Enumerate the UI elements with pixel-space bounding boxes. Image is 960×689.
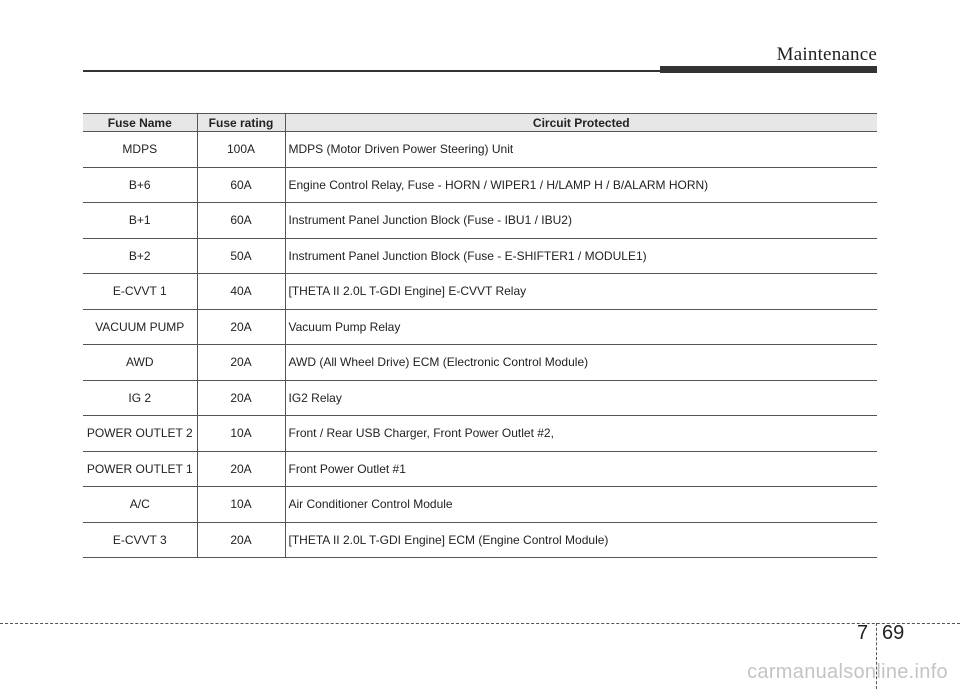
circuit-protected-cell: Air Conditioner Control Module bbox=[285, 487, 877, 523]
fuse-name-cell: A/C bbox=[83, 487, 197, 523]
table-row bbox=[83, 416, 877, 452]
fuse-name-cell: B+2 bbox=[83, 238, 197, 274]
circuit-protected-cell: Instrument Panel Junction Block (Fuse - E-SHIFTER1 / MODULE1) bbox=[285, 238, 877, 274]
fuse-name-cell: VACUUM PUMP bbox=[83, 309, 197, 345]
circuit-protected-cell: MDPS (Motor Driven Power Steering) Unit bbox=[285, 132, 877, 168]
fuse-name-cell: B+1 bbox=[83, 203, 197, 239]
header-rule-thick bbox=[660, 66, 877, 73]
table-header-row bbox=[83, 114, 877, 132]
fuse-rating-cell: 60A bbox=[197, 167, 285, 203]
fuse-table bbox=[83, 113, 877, 558]
watermark-text: carmanualsonline.info bbox=[747, 661, 948, 683]
fuse-rating-cell: 20A bbox=[197, 451, 285, 487]
header-rule-thin bbox=[83, 70, 663, 72]
table-row bbox=[83, 274, 877, 310]
table-row bbox=[83, 451, 877, 487]
chapter-number: 7 bbox=[857, 622, 869, 644]
table-row bbox=[83, 345, 877, 381]
column-header-circuit-protected: Circuit Protected bbox=[285, 114, 877, 132]
fuse-name-cell: B+6 bbox=[83, 167, 197, 203]
circuit-protected-cell: Vacuum Pump Relay bbox=[285, 309, 877, 345]
table-row bbox=[83, 203, 877, 239]
circuit-protected-cell: [THETA II 2.0L T-GDI Engine] E-CVVT Relay bbox=[285, 274, 877, 310]
fuse-rating-cell: 100A bbox=[197, 132, 285, 168]
fuse-name-cell: E-CVVT 1 bbox=[83, 274, 197, 310]
table-row bbox=[83, 238, 877, 274]
circuit-protected-cell: Front Power Outlet #1 bbox=[285, 451, 877, 487]
table-row bbox=[83, 132, 877, 168]
circuit-protected-cell: AWD (All Wheel Drive) ECM (Electronic Control Module) bbox=[285, 345, 877, 381]
page-section-title: Maintenance bbox=[776, 44, 877, 65]
fuse-name-cell: E-CVVT 3 bbox=[83, 522, 197, 558]
fuse-rating-cell: 50A bbox=[197, 238, 285, 274]
fuse-rating-cell: 10A bbox=[197, 416, 285, 452]
fuse-rating-cell: 60A bbox=[197, 203, 285, 239]
circuit-protected-cell: [THETA II 2.0L T-GDI Engine] ECM (Engine Control Module) bbox=[285, 522, 877, 558]
fuse-rating-cell: 20A bbox=[197, 309, 285, 345]
footer-dashed-rule bbox=[0, 623, 960, 624]
fuse-name-cell: IG 2 bbox=[83, 380, 197, 416]
fuse-name-cell: AWD bbox=[83, 345, 197, 381]
column-header-fuse-name: Fuse Name bbox=[83, 114, 197, 132]
table-row bbox=[83, 522, 877, 558]
table-row bbox=[83, 380, 877, 416]
page-number: 69 bbox=[882, 622, 905, 644]
fuse-rating-cell: 10A bbox=[197, 487, 285, 523]
fuse-name-cell: POWER OUTLET 2 bbox=[83, 416, 197, 452]
column-header-fuse-rating: Fuse rating bbox=[197, 114, 285, 132]
table-row bbox=[83, 167, 877, 203]
circuit-protected-cell: Front / Rear USB Charger, Front Power Outlet #2, bbox=[285, 416, 877, 452]
circuit-protected-cell: Instrument Panel Junction Block (Fuse - IBU1 / IBU2) bbox=[285, 203, 877, 239]
circuit-protected-cell: Engine Control Relay, Fuse - HORN / WIPER1 / H/LAMP H / B/ALARM HORN) bbox=[285, 167, 877, 203]
fuse-rating-cell: 20A bbox=[197, 522, 285, 558]
fuse-name-cell: POWER OUTLET 1 bbox=[83, 451, 197, 487]
fuse-rating-cell: 20A bbox=[197, 380, 285, 416]
circuit-protected-cell: IG2 Relay bbox=[285, 380, 877, 416]
fuse-rating-cell: 40A bbox=[197, 274, 285, 310]
table-row bbox=[83, 487, 877, 523]
table-row bbox=[83, 309, 877, 345]
fuse-rating-cell: 20A bbox=[197, 345, 285, 381]
fuse-name-cell: MDPS bbox=[83, 132, 197, 168]
